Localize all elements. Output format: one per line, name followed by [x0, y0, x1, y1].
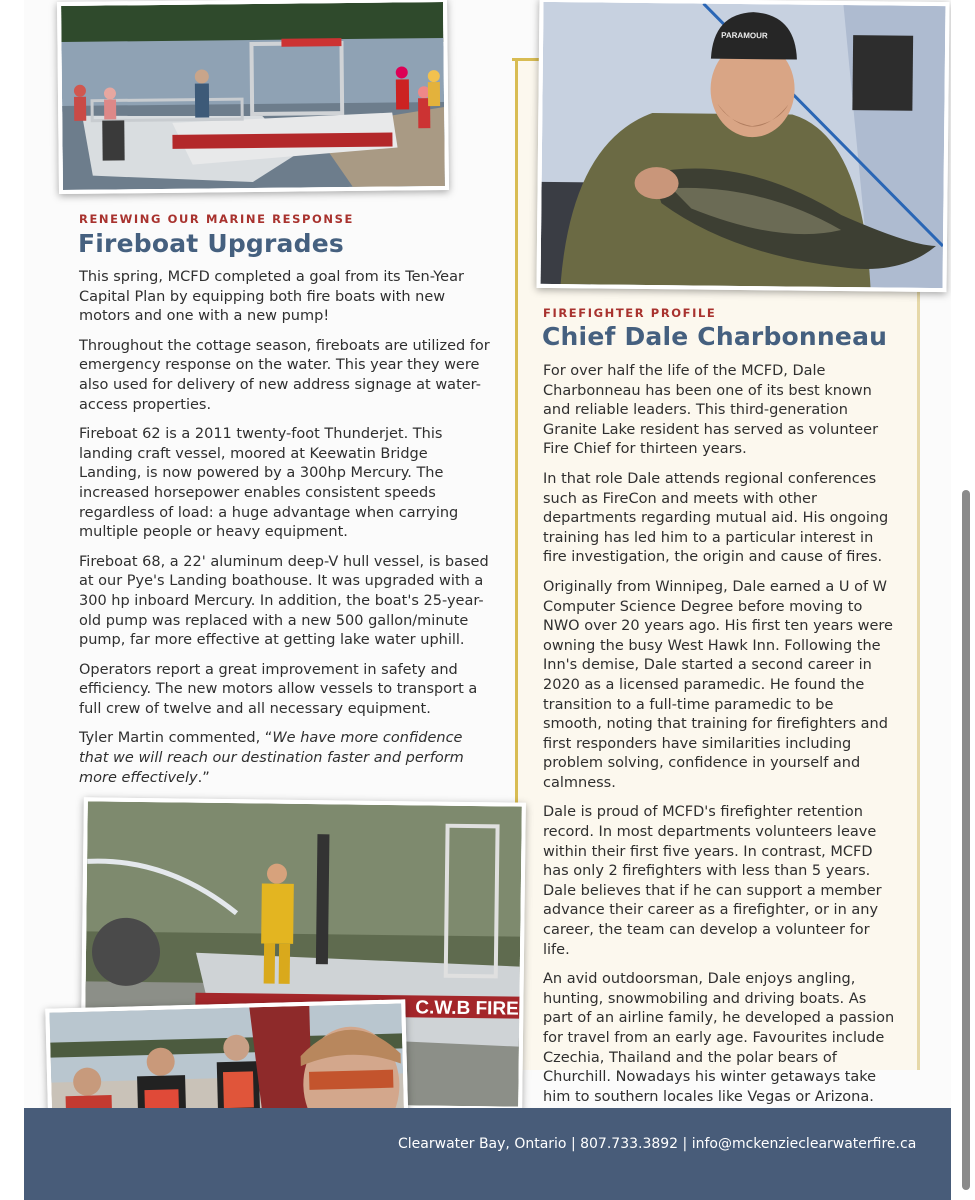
quote-text: We have more confidence that we will reach our destination faster and perform more effectively [79, 730, 464, 786]
profile-paragraph: An avid outdoorsman, Dale enjoys angling, hunting, snowmobiling and driving boats. As part of an airline family, he developed a passion for travel from an early age. Favourites include Czechia, Thailand and the polar bears of Churchill. Nowadays his winter getaways take him to southern locales like Vegas or Arizona. [543, 971, 895, 1105]
profile-headline: Chief Dale Charbonneau [542, 322, 888, 351]
hull-lettering: C.W.B FIRE [415, 997, 519, 1020]
profile-paragraph: Originally from Winnipeg, Dale earned a U of W Computer Science Degree before moving to NWO over 20 years ago. His first ten years were owning the busy West Hawk Inn. Following the Inn's demise, Dale started a second career in 2020 as a licensed paramedic. He found the transition to a full-time paramedic to be smooth, noting that training for firefighters and first responders have similarities including problem solving, confidence in yourself and calmness. [543, 578, 893, 791]
quote-end: .” [197, 769, 210, 786]
profile-paragraph: For over half the life of the MCFD, Dale Charbonneau has been one of its best known and reliable leaders. This third-generation Granite Lake resident has served as volunteer Fire Chief for thirteen years. [543, 363, 879, 458]
fireboat-headline: Fireboat Upgrades [78, 229, 344, 258]
panel-right-border [917, 290, 920, 1070]
marine-eyebrow: RENEWING OUR MARINE RESPONSE [79, 212, 354, 226]
fireboat-article-body [79, 268, 491, 798]
fireboats-dock-photo [57, 0, 449, 194]
tyler-martin-quote [79, 729, 491, 788]
fireboat-paragraph: This spring, MCFD completed a goal from its Ten-Year Capital Plan by equipping both fire boats with new motors and one with a new pump! [79, 269, 464, 325]
fireboat-paragraph: Throughout the cottage season, fireboats are utilized for emergency response on the water. This year they were also used for delivery of new address signage at water-access properties. [79, 337, 490, 413]
fireboat-paragraph: Operators report a great improvement in safety and efficiency. The new motors allow vessels to transport a full crew of twelve and all necessary equipment. [79, 661, 478, 717]
profile-paragraph: Dale is proud of MCFD's firefighter retention record. In most departments volunteers leave within their first five years. In contrast, MCFD has only 2 firefighters with less than 5 years. Dale believes that if he can support a member advance their career as a firefighter, or in any career, the team can develop a volunteer for life. [543, 804, 882, 958]
fireboat-paragraph: Fireboat 68, a 22' aluminum deep-V hull vessel, is based at our Pye's Landing boathouse. It was upgraded with a 300 hp inboard Mercury. In addition, the boat's 25-year-old pump was replaced with a new 500 gallon/minute pump, far more effective at getting lake water uphill. [79, 553, 489, 649]
newsletter-page [24, 0, 951, 1200]
profile-article-body [543, 362, 895, 1117]
footer-contact: Clearwater Bay, Ontario | 807.733.3892 | info@mckenzieclearwaterfire.ca [398, 1136, 917, 1152]
footer-band [24, 1108, 951, 1200]
scrollbar[interactable] [962, 490, 970, 1190]
fireboat-paragraph: Fireboat 62 is a 2011 twenty-foot Thunderjet. This landing craft vessel, moored at Keewatin Bridge Landing, is now powered by a 300hp Mercury. The increased horsepower enables consistent speeds regardless of load: a huge advantage when carrying multiple people or heavy equipment. [79, 426, 459, 541]
hat-brand-label: PARAMOUR [721, 30, 768, 41]
profile-paragraph: In that role Dale attends regional conferences such as FireCon and meets with other departments regarding mutual aid. His ongoing training has led him to a particular interest in fire investigation, the origin and cause of fires. [543, 470, 889, 566]
quote-intro: Tyler Martin commented, “ [79, 730, 273, 747]
profile-eyebrow: FIREFIGHTER PROFILE [543, 306, 717, 320]
dale-fishing-photo [536, 0, 949, 292]
panel-accent-line [512, 58, 540, 61]
